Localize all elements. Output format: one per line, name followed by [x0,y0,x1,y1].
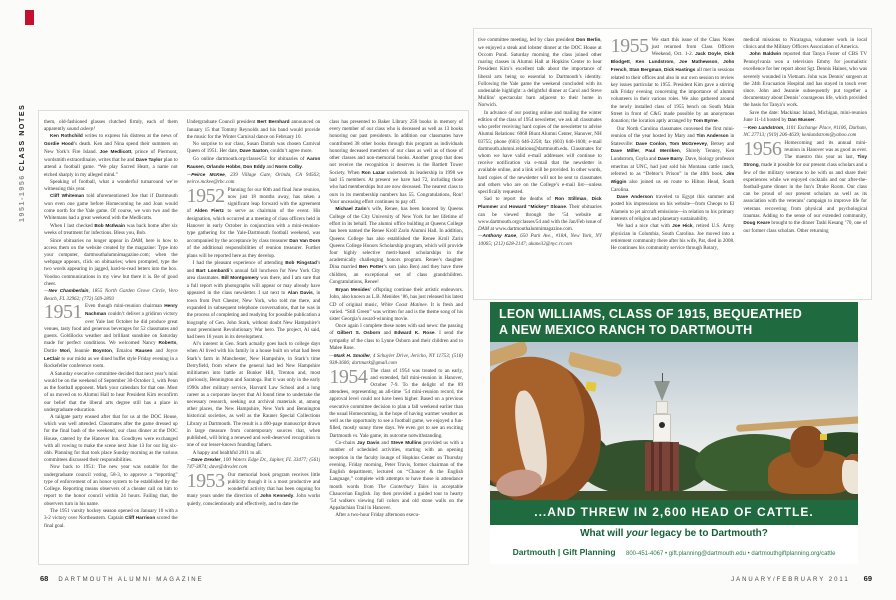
right-page-folio [731,574,872,583]
note-paragraph: Once again I complete these notes with sad news: the passing of Gilbert S. Osborn and Edward K. Rose. I send the sympathy of the class to Lynne Osborn and their children and to Malee Rose. [329,323,464,352]
cow-ear-tag [585,381,596,391]
note-paragraph: A Saturday executive committee decided that next year’s mini would be on the weekend of September 30-October 1, with Penn as the football opponent. Mark your calendars for that one. Most of us moved on to Alumni Hall to hear President Kim reconfirm our belief that the liberal arts degree still has a place in undergraduate education. [44,370,178,413]
text-column [329,119,463,558]
right-page [473,28,872,300]
class-year-numeral: 1951 [44,301,82,324]
ad-headline-line2: A NEW MEXICO RANCH TO DARTMOUTH [499,323,753,337]
class-1956-note: 1956 Homecoming and its annual mini-reunion in Hanover was as good as ever. The maestro this year as last, Tiny Strong, made it possible for our present class scholars and a few of the military veterans to be with us and share their experiences while we enjoyed cocktails and our after-the-football-game dinner in the Inn’s Drake Room. Our class can be proud of our present scholars as well as its association with the veterans’ campaign to improve life for veterans recovering from physical and psychological traumas. Adding to the sense of our extended community, Doug Keare brought to the dinner Tashi Kesang ’70, one of our former class scholars. Other returning [743,137,868,234]
ad-footer [490,525,858,564]
note-paragraph: No surprise to our class, Susan Darrah was chosen Carnival Queen of 1951. Her date, Dave Saxton, couldn’t agree more. [186,141,321,155]
note-paragraph: Go online dartmouth.org/classes/51 for obituaries of Aaron Rausen, Orlando Hobbs, Don Eddy and Norm Colby. [186,156,321,170]
text-column [478,37,602,295]
class-year-numeral: 1955 [610,37,649,57]
right-page-columns [478,37,867,295]
text-column [611,37,735,295]
class-1951-note: 1951 Even though mini-reunion chairman Henry Nachman couldn’t deliver a gridiron victory over Yale last October he did produce great venues, tasty food and generous beverages for 52 classmates and guests. Goldilocks weather and brilliant sunshine on Saturday made for perfect conditions. We welcomed Nancy Roberts, Dottie Mori, Jeannie Boynton, Emalou Rausen and Joyce LeClair to our midst as we dined buffet style Friday evening in a Rockefeller conference room. [44,301,178,370]
note-paragraph: Ken Rothchild writes to express his distress at the news of Gordie Hood’s death. Ken and Nina spend their summers on New York’s Fire Island. Joe Medlicott, prince of Piermont, wordsmith extraordinaire, writes that he and Dave Taylor plan to attend a football game. “We play Sacred Heart, a name not etched sharply in my alleged mind.” [44,133,178,178]
note-paragraph: Sad to report the deaths of Ron Stillman, Dick Plummer and Howard “Mickey” Sloane. Their obituaries can be viewed through the ’54 website at www.dartmouth.org/classes/54 and with the Jan/Feb issue of DAM at www.dartmouthalumnimagazine.com. [478,196,602,233]
ad-tagline-banner: ...AND THREW IN 2,600 HEAD OF CATTLE. [490,500,858,525]
note-paragraph: When I last checked Bob McIlwain was back home after six weeks of treatment for infections. Bless you, Bob. [44,222,178,237]
note-paragraph: them, old-fashioned glasses clutched firmly, each of them apparently sound asleep! [44,119,178,133]
class-year-numeral: 1953 [186,469,225,492]
correspondent-signature: —Anthony Kane, 650 Park Ave., #18A, New York, NY 10065; (212) 628-2147; akane32@nyc.rr.com [478,233,602,248]
baker-tower-spire [654,381,670,401]
text-column [44,119,178,558]
cow-left-horn [567,352,623,379]
note-paragraph: Michael Zarin’s wife, Renee, has been honored by Queens College of the City University of New York for her lifetime of effort in its behalf. The alumni office building at Queens College has been named the Renee Kroll Zarin Alumni Hall. In addition, Queens College has also established the Renee Kroll Zarin Queens College Honors Scholarship program, which will provide four highly selective merit-based scholarships in the academically challenging honors program. Renee’s daughter Dina married Ben Potter’s son (also Ben) and they have three children, an exceptional set of class grandchildren. Congratulations, Renee! [329,206,464,286]
note-paragraph: tive committee meeting, led by class president Don Berlin, we enjoyed a steak and lobster dinner at the DOC House at Occom Pond. Saturday morning the class joined other roaring classes in Alumni Hall at Hopkins Center to hear President Kim’s excellent talk about the importance of liberal arts being so essential to Dartmouth’s identity. Following the Yale game the weekend concluded with its undeniable highlight: a delightful dinner at Carol and Steve Mullins’ spectacular barn adjacent to their home in Norwich. [478,37,602,109]
correspondent-signature: —Peirce McKee, 239 Village Gate, Orinda, CA 94563; peirce.mckee@rbc.com [186,171,321,186]
note-paragraph: Dave Anderson traveled to Egypt this summer and posted his impressions on his website—from Cheops to El Alamein to jet aircraft emissions—in relation to his primary interests of religion and planetary sustainability. [610,193,735,222]
ad-contact-info: 800-451-4067 • gift.planning@dartmouth.edu • dartmouthgiftplanning.org/cattle [625,551,836,557]
magazine-title: DARTMOUTH ALUMNI MAGAZINE [58,577,204,583]
class-1954-note: 1954 The class of 1954 was treated to an early, and extended, fall mini-reunion in Hanover, October 7-9. To the delight of the 89 attendees, representing an all-time ’54 mini-reunion record, the approval level could not have been higher. Based on a previous executive committee decision to plan a fall weekend earlier than the usual Homecoming, in the hope of having warmer weather as well as the opportunity to see a football game, we enjoyed a fun-filled, mostly sunny three days. We even got to see an exciting Dartmouth vs. Yale game, its outcome notwithstanding. [329,365,464,439]
note-paragraph: Save the date: Mackinac Island, Michigan, mini-reunion June 11-14 hosted by Dan Musser. [743,109,868,123]
note-paragraph: Undergraduate Council president Bert Bernhard announced on January 15 that Tommy Reynolds and his band would provide the music for the Winter Carnival dance on February 10. [186,119,321,140]
ad-brand-line [490,542,858,560]
class-1953-note: 1953 Our memorial book program receives little publicity though it is a most productive and wonderful activity that has been ongoing for many years under the direction of John Kennedy. John works quietly, conscientiously and effectively, and to date the [186,469,321,508]
issue-date: JANUARY/FEBRUARY 2011 [731,577,850,583]
note-paragraph: Now back to 1951: The new year was notable for the undergraduate council voting, 58-3, to approve a “reporting” type of enforcement of an honor system to be established by the College. Reporting means observers of a cheater call on him to report to the honor council within 24 hours. Failing that, the observers turn in his name. [44,464,178,507]
note-paragraph: Our North Carolina classmates convened the first mini-reunion of the year hosted by Mary and Tim Anderson in Statesville: Dave Conlon, Tom McGreevey, Betsey and Dave Miller, Paul Merriken, Shirely Tenney, Ken Lundstrom, Coyla and Dave Barry. Dave, biology professor emeritus at UNC, had just sold his Montana cattle ranch, referred to as “Debtor’s Prison” in the 40th book. Jim Wiggin also joined us en route to Hilton Head, South Carolina. [610,125,735,193]
spine-red-tab [25,10,34,25]
longhorn-cow-head [790,426,824,468]
class-year-numeral: 1954 [329,365,368,388]
left-page [38,110,469,565]
ad-headline-line1: LEON WILLIAMS, CLASS OF 1915, BEQUEATHED [499,307,802,321]
note-paragraph: Al’s interest in Gen. Stark actually goes back to college days when Al lived with his family in a house built on what had been Stark’s farm in Manchester, New Hampshire, in Stark’s time Derryfield, from where the general had led New Hampshire militiamen into battle at Bunker Hill, Trenton and, most gloriously, Bennington and Saratoga. But it was only in the early 1990s after military service, Harvard Law School and a long career as a corporate lawyer that Al found time to undertake the necessary research, seeking out archival materials at, among other places, the New Hampshire, New York and Bennington historical societies, as well as the Rauner Special Collections Library at Dartmouth. The result is a 400-page manuscript drawn in large measure from contemporary sources that, when published, will bring a renewed and well-deserved recognition to one of our lesser-known founding fathers. [186,341,321,449]
note-paragraph: Cliff Whiteman told aforementioned Joe that if Dartmouth won even one game before Homecoming he and Joan would come north for the Yale game. Of course, we won two and the Whitemans had a great weekend with the Medlicotts. [44,193,178,222]
page-number-left: 68 [40,574,49,583]
note-paragraph: Speaking of football, what a wonderful turnaround we’re witnessing this year. [44,178,178,193]
correspondent-signature: —Nev Chamberlain, 1855 North Garden Grove Circle, Vero Beach, FL 32962; (772) 569-2893 [44,288,178,302]
class-1952-note: 1952 Planning for our 60th and final June reunion, now just 18 months away, has taken a significant leap forward with the agreement of Alden Fiertz to serve as chairman of the event. His designation, which occurred at a meeting of class officers held in Hanover in early October in conjunction with a mini-reunion-type gathering for the Yale-Dartmouth football weekend, was accompanied by the acceptance by class treasurer Dan Van Dorn of the additional responsibilities of reunion treasurer. Further plans will be reported here as they develop. [186,184,321,259]
note-paragraph: class has presented to Baker Library 256 books in memory of every member of our class who is deceased as well as 13 books honoring our past presidents. In addition our classmates have contributed 38 other books through this program as individuals honoring deceased members of our class as well as of those of other classes and non-memorial books. Another group that does not receive the recognition it deserves is the Bartlett Tower Society. When Ron Lazar undertook its leadership in 1998 we had 15 members. At present we have had 72, including those who had memberships but are now deceased. The nearest class to ours in its membership numbers has 55. Congratulations, Ron! Your unceasing effort continues to pay off. [329,119,464,205]
note-paragraph: John Baldwin reported that Tanya Foster of CBS TV Pennsylvania won a television Emmy for journalistic excellence for her report about Sgt. Dennis Haines, who was severely wounded in Vietnam. John was Dennis’ surgeon at the 24th Evacuation Hospital and has stayed in touch ever since. John and Jeannie subsequently put together a documentary about Dennis’ courageous life, which provided the basis for Tanya’s work. [743,51,868,109]
class-year-numeral: 1952 [186,184,225,207]
ad-headline-banner [490,302,858,342]
left-page-folio [40,574,204,583]
text-column [187,119,321,558]
note-paragraph: Co-chairs Jay Davis and Steve Mullins provided us with a number of scheduled activities, starting with an opening reception in the faculty lounge of Hopkins Center on Thursday evening. Friday morning, Peter Travis, former chairman of the English department, lectured on “Chaucer & the English Language,” complete with attempts to have those in attendance mouth words from The Canterbury Tales in acceptable Chaucerian English. Jay then provided a guided tour to hearty ’54 walkers viewing fall colors and old stone walls on the Appalachian Trail in Hanover. [329,439,464,512]
note-paragraph: medical missions to Nicaragua, volunteer work in local clinics and the Military Officers Association of America. [743,37,868,51]
cow-ear-tag [820,434,827,440]
left-page-columns [44,119,463,558]
class-1955-note: 1955 We start this issue of the Class Notes just returned from Class Officers Weekend, Oct. 1-2. Jack Doyle, Dick Blodgett, Ken Lundstrom, Joe Mathewson, John French, Stan Bergman, Dick Hastings all met in sessions related to their offices and also in our own session to review key issues particular to 1955. President Kim gave a stirring talk Friday evening concerning the importance of alumni volunteers in their various roles. We also gathered around the newly installed class of 1955 bench on South Main Street in front of C&G made possible by an anonymous donation; the location aptly arranged by Tom Byrne. [610,37,735,124]
spine-years-range: 1951-1956 [19,174,26,222]
note-paragraph: We had a nice chat with Joe Hick, retired U.S. Army physician in Columbia, South Carolina. Joe moved into a retirement community there after his wife, Pat, died in 2008. He continues his community service through Rotary, [610,223,735,252]
note-paragraph: I had the pleasant experience of attending Bob Ringstad’s and Bart Lombardi’s annual fall luncheon for New York City area classmates. Bill Montgomery was there, and I am sure that a full report with photographs will appear or may already have appeared in the class newsletter. I sat next to Alan Davis, in town from Port Chester, New York, who told me there, and expanded in subsequent telephone conversations, that he was in the process of completing and readying for possible publication a biography of Gen. John Stark, without doubt New Hampshire’s most preeminent Revolutionary War hero. The project, Al said, had been 16 years in its development. [186,259,321,341]
baker-tower-finial [662,373,663,382]
note-paragraph: A tailgate party ensued after that for us at the DOC House, which was well attended. Classmates after the game dressed up for the final bash of the weekend, our class dinner at the DOC House, catered by the Hanover Inn. Goodbyes were exchanged with all vowing to make the scene next June 13 for our big six-ohh. Planning for that took place Sunday morning as the various committees discussed their responsibilities. [44,413,178,464]
note-paragraph: After a two-hour Friday afternoon execu- [335,512,420,519]
gift-planning-ad [490,302,858,564]
note-paragraph: Since obituaries no longer appear in DAM, here is how to access them on the website created by the magazine: Type into your computer, dartmouthalumnimagazine.com; when the webpage appears, click on obituaries; when prompted, type the two words appearing in jagged, hard-to-read letters into the box. Voodoo communications in my view but there it is. Be of good cheer. [44,237,178,287]
note-paragraph: A happy and healthful 2011 to all. [192,449,262,456]
class-year-numeral: 1956 [743,137,782,160]
spine-section-title: CLASS NOTES [19,103,26,171]
baker-tower-clock-section [653,414,671,442]
baker-tower-clock [659,422,665,428]
correspondent-signature: —Mark H. Smoller, 4 Schuyler Drive, Jericho, NY 11753; (516) 938-3606; dartmark@gmail.com [329,352,464,367]
spotted-cow-far-right [842,454,858,494]
note-paragraph: The 1951 varsity hockey season opened on January 10 with a 3-2 victory over Northeastern. Captain Cliff Harrison scored the final goal. [44,507,178,529]
ad-photo-cattle-and-baker-tower [490,342,858,500]
ad-legacy-question: What will your legacy be to Dartmouth? [580,528,768,539]
note-paragraph: Bryan Menides’ offspring continue their artistic endeavors. John, also known as L.B. Menides ’86, has just released his latest CD of original music, White Coast Matinee. It is fresh and varied. “Still Green” was written for and is the theme song of his sister Georgia’s award-winning movie. [329,286,464,322]
text-column [743,37,867,295]
correspondent-signature: —Ken Lundstrom, 1101 Exchange Place, #1106, Durham, NC 27713; (919) 206-4639; kenlundstrom@yahoo.com [743,124,868,139]
correspondent-signature: —Dave Drexler, 100 Waters Edge Dr., Jupiter, FL 33477; (561) 747-3874; dave@drexler.com [186,456,321,471]
page-number-right: 69 [863,574,872,583]
note-paragraph: In advance of our posting online and mailing the winter edition of the class of 1954 newsletter, we ask all classmates who prefer receiving hard copies of the newsletter to advise Alumni Relations: 6068 Blunt Alumni Center, Hanover, NH 03755; phone (603) 646-2258; fax (603) 646-1600; e-mail dartmouth.alumni.relations@dartmouth.edu. Classmates for whom we have valid e-mail addresses will continue to receive notification via e-mail that the newsletter is available online, and a link will be provided. In other words, hard copies of the newsletter will not be sent to classmates and others who are on the College’s e-mail list—unless specifically requested. [478,109,602,196]
section-spine-label [19,32,35,222]
ad-brand-name: Dartmouth | Gift Planning [512,547,616,557]
baker-tower-lantern [656,401,668,414]
